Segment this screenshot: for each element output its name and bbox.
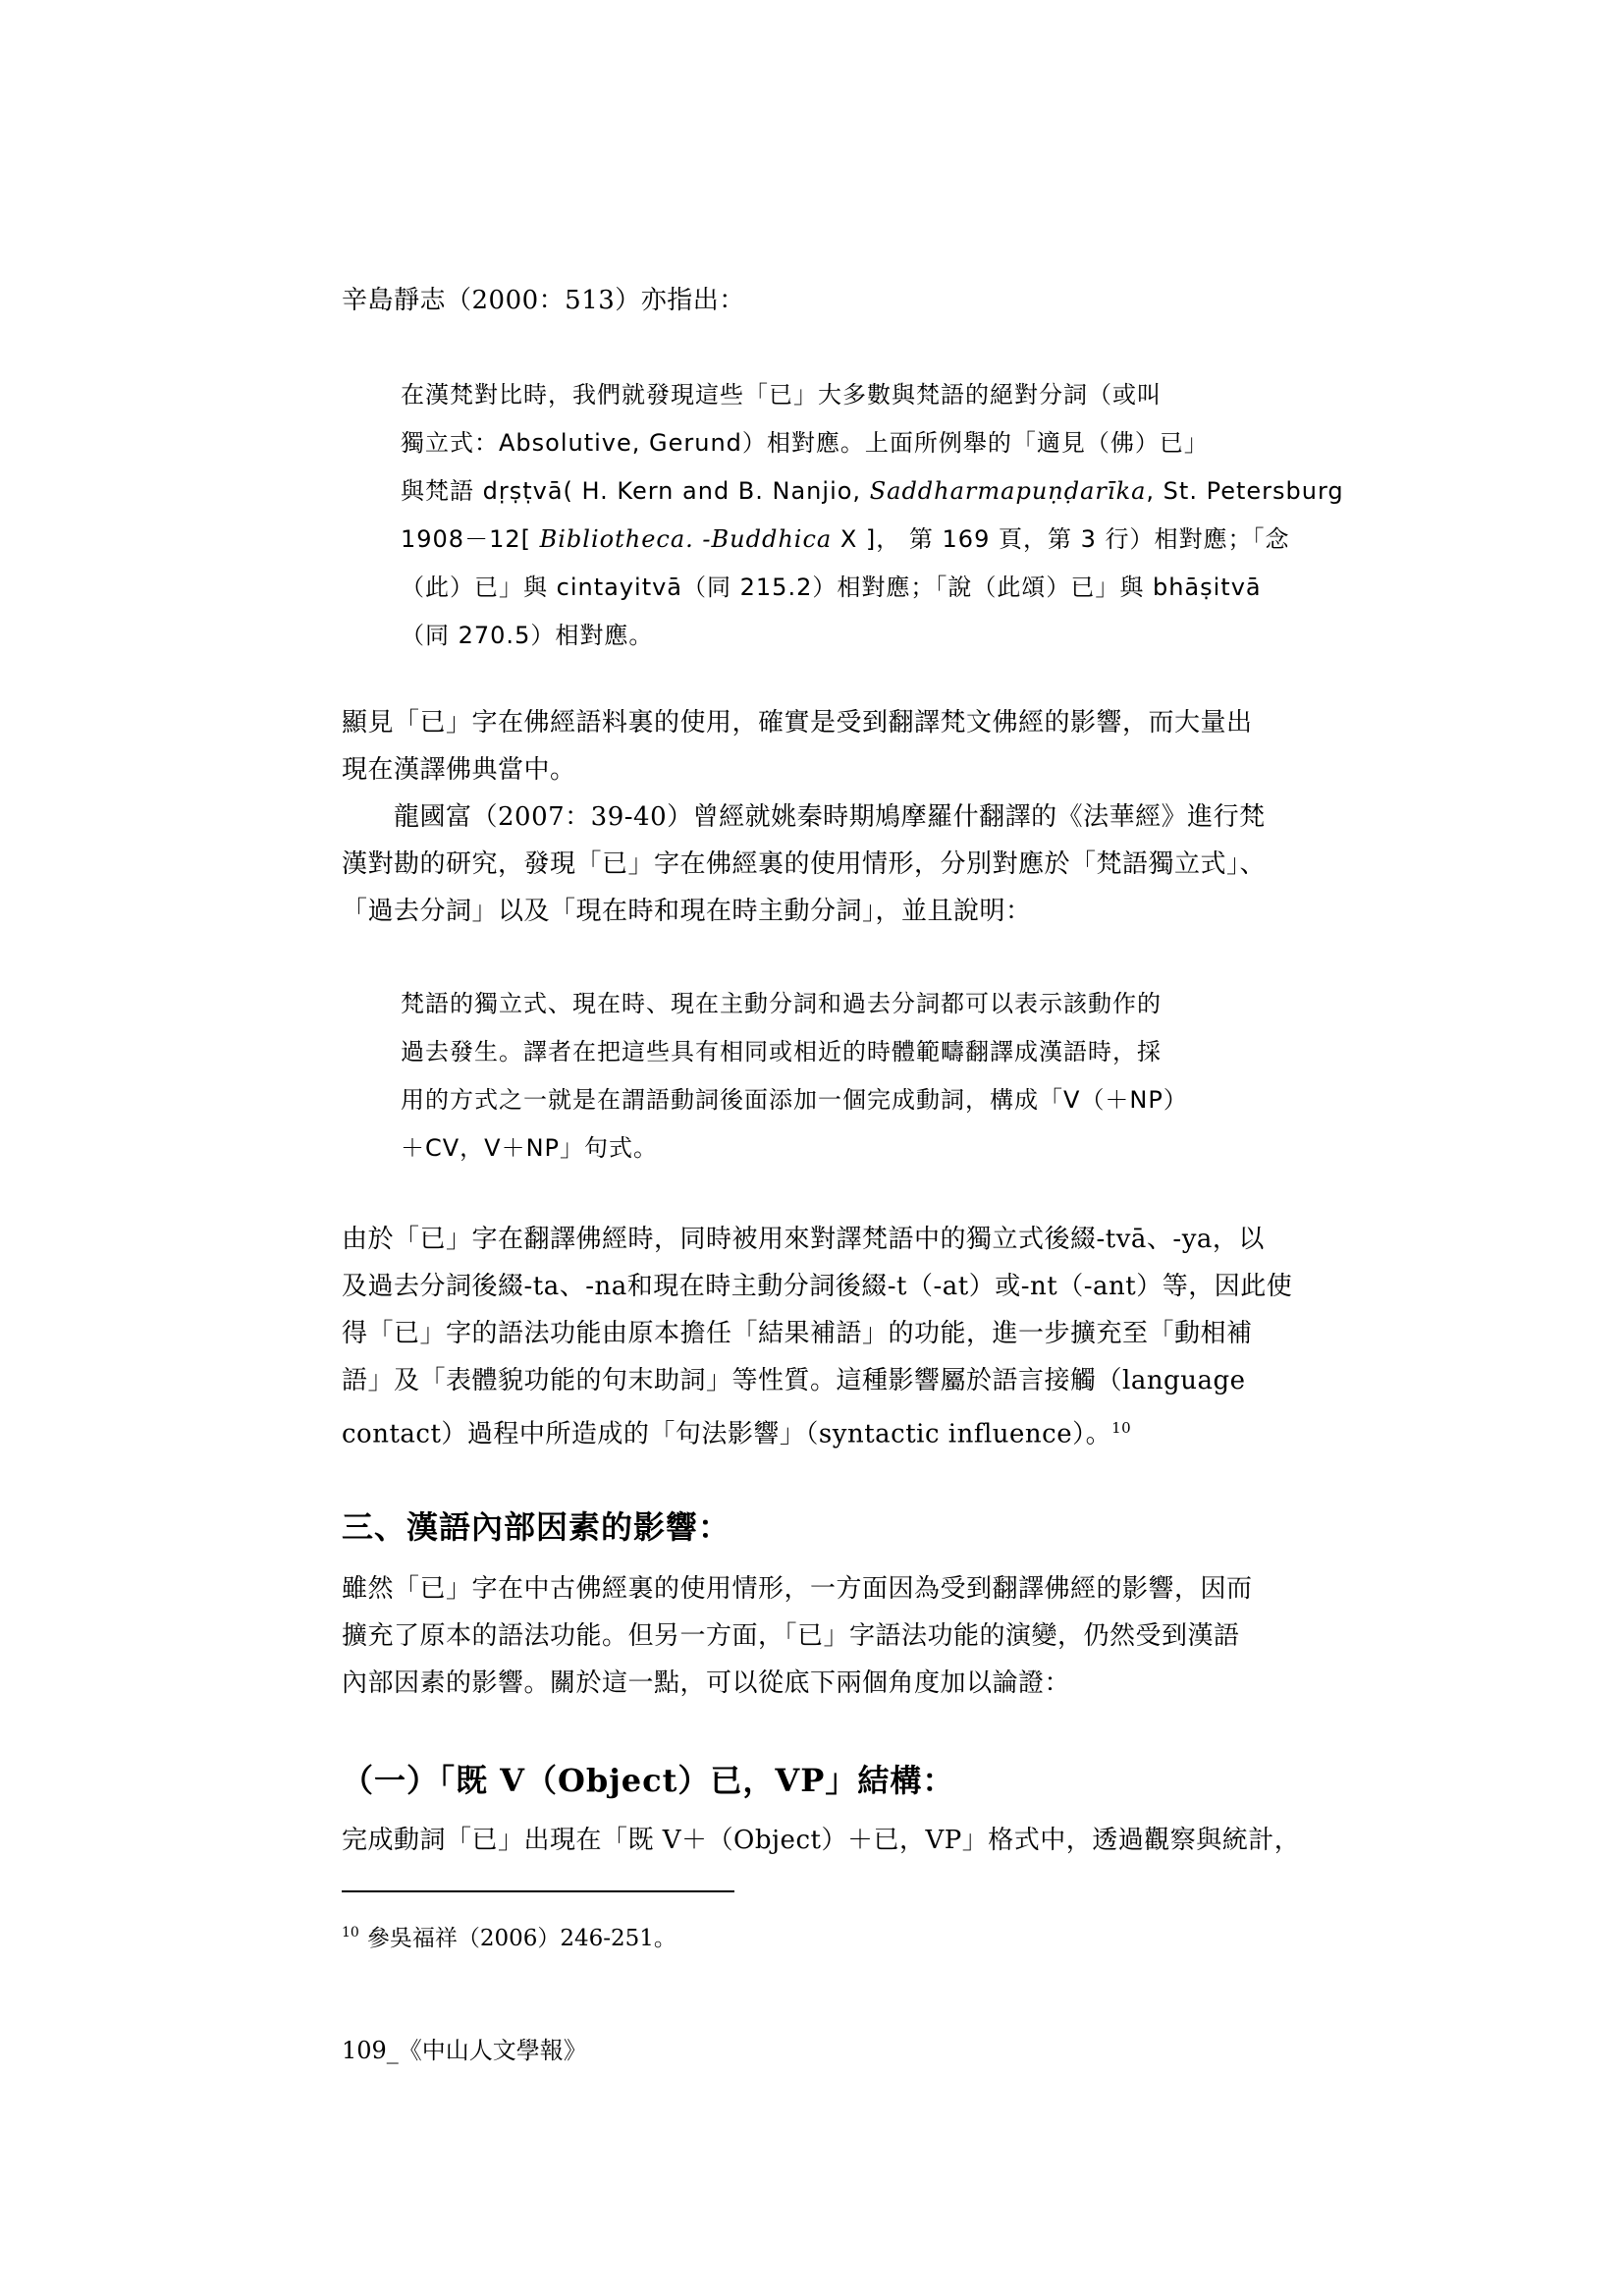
quote1-line-2: 獨立式：Absolutive, Gerund）相對應。上面所例舉的「適見（佛）已」 [401,429,1209,457]
para2-line-3: 「過去分詞」以及「現在時和現在時主動分詞」，並且說明： [342,897,1032,926]
quote2-line-2: 過去發生。譯者在把這些具有相同或相近的時體範疇翻譯成漢語時，採 [401,1038,1162,1066]
para4-line-3: 內部因素的影響。關於這一點，可以從底下兩個角度加以論證： [342,1668,1071,1698]
quote1-line-4c: X ]， 第 169 頁，第 3 行）相對應；「念 [832,525,1290,553]
quote1-line-5: （此）已」與 cintayitvā（同 215.2）相對應；「說（此頌）已」與 bhāṣitvā [401,574,1262,601]
paragraph-2 [342,793,1304,935]
paragraph-5 [342,1817,1304,1864]
subsection-heading: （一）「既 V（Object）已，VP」結構： [342,1762,955,1799]
para3-line-5-text: contact）過程中所造成的「句法影響」（syntactic influence）。 [342,1419,1112,1449]
page-footer: 109_《中山人文學報》 [342,2037,587,2064]
footnote-divider [342,1890,734,1892]
quote2-line-1: 梵語的獨立式、現在時、現在主動分詞和過去分詞都可以表示該動作的 [401,990,1162,1017]
para3-line-5 [342,1404,1304,1458]
quote1-line-1: 在漢梵對比時，我們就發現這些「已」大多數與梵語的絕對分詞（或叫 [401,381,1162,409]
intro-line: 辛島靜志（2000：513）亦指出： [342,286,745,315]
para3-line-4: 語」及「表體貌功能的句末助詞」等性質。這種影響屬於語言接觸（language [342,1366,1246,1395]
block-quote-2 [401,980,1284,1173]
para3-line-3: 得「已」字的語法功能由原本擔任「結果補語」的功能，進一步擴充至「動相補 [342,1319,1253,1348]
quote1-line-3 [401,467,1344,516]
quote1-line-6: （同 270.5）相對應。 [401,622,654,649]
quote1-line-3a: 與梵語 dṛṣṭvā( H. Kern and B. Nanjio, [401,477,870,505]
para2-line-1: 龍國富（2007：39-40）曾經就姚秦時期鳩摩羅什翻譯的《法華經》進行梵 [342,802,1266,832]
footnote [342,1920,676,1952]
section-heading: 三、漢語內部因素的影響： [342,1508,731,1546]
paragraph-3 [342,1216,1304,1458]
quote1-title-italic: Saddharmapuṇḍarīka [869,477,1147,505]
paragraph-1 [342,699,1304,793]
footnote-number: 10 [342,1925,359,1941]
para1-line-1: 顯見「已」字在佛經語料裏的使用，確實是受到翻譯梵文佛經的影響，而大量出 [342,708,1253,738]
footnote-reference[interactable]: 10 [1111,1419,1132,1437]
intro-paragraph [342,277,1304,324]
quote1-line-3c: , St. Petersburg [1146,477,1344,505]
paragraph-4 [342,1565,1304,1707]
para3-line-1: 由於「已」字在翻譯佛經時，同時被用來對譯梵語中的獨立式後綴-tvā、-ya，以 [342,1225,1265,1254]
quote1-series-italic: Bibliotheca. -Buddhica [539,525,833,553]
para3-line-2: 及過去分詞後綴-ta、-na和現在時主動分詞後綴-t（-at）或-nt（-ant）等，因此使 [342,1272,1293,1301]
footnote-text: 參吳福祥（2006）246-251。 [366,1926,676,1951]
para4-line-2: 擴充了原本的語法功能。但另一方面，「已」字語法功能的演變，仍然受到漢語 [342,1621,1240,1651]
quote1-line-4 [401,516,1290,564]
quote2-line-3: 用的方式之一就是在謂語動詞後面添加一個完成動詞，構成「V（＋NP） [401,1086,1188,1114]
para5-line-1: 完成動詞「已」出現在「既 V＋（Object）＋已，VP」格式中，透過觀察與統計， [342,1826,1301,1855]
para4-line-1: 雖然「已」字在中古佛經裏的使用情形，一方面因為受到翻譯佛經的影響，因而 [342,1574,1253,1604]
quote2-line-4: ＋CV，V＋NP」句式。 [401,1134,659,1162]
block-quote-1 [401,371,1344,660]
para1-line-2: 現在漢譯佛典當中。 [342,755,576,785]
quote1-line-4a: 1908－12[ [401,525,540,553]
para2-line-2: 漢對勘的研究，發現「已」字在佛經裏的使用情形，分別對應於「梵語獨立式」、 [342,849,1267,879]
